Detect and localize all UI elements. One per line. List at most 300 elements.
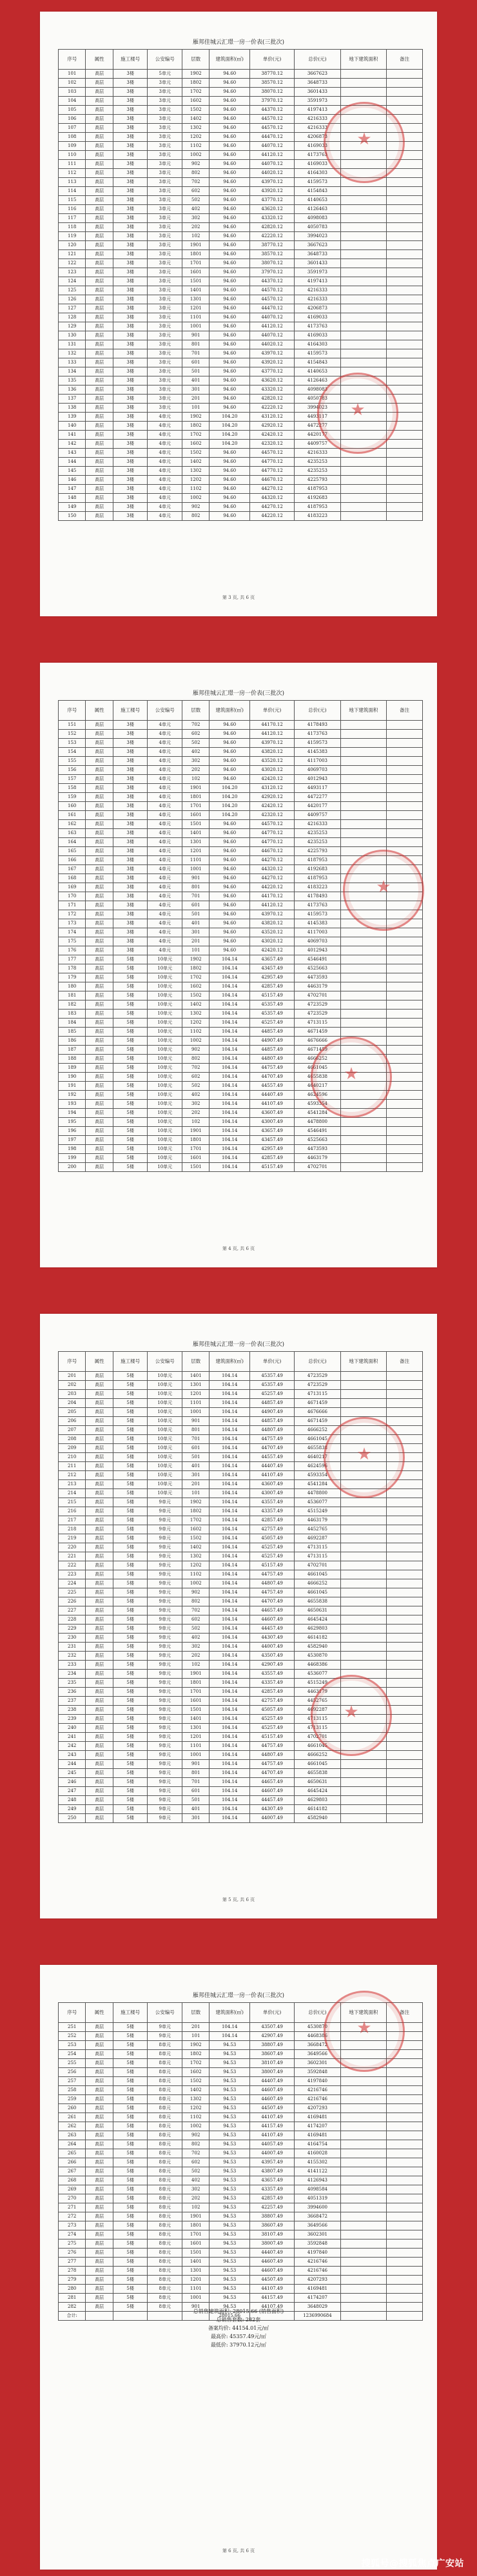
table-cell [387,1037,423,1046]
table-cell: 8单元 [148,2221,182,2230]
table-cell: 104.20 [209,811,250,820]
table-cell: 117 [59,214,86,223]
table-cell: 4702701 [295,1733,340,1742]
table-cell: 94.53 [209,2203,250,2212]
table-row [59,2086,423,2095]
table-cell [387,1408,423,1417]
table-row [59,1507,423,1516]
table-cell: 4单元 [148,793,182,802]
table-cell: 176 [59,946,86,955]
table-cell: 126 [59,295,86,304]
table-cell: 3单元 [148,232,182,241]
table-cell: 1701 [182,1145,209,1154]
table-cell: 高层 [86,1064,113,1073]
table-cell: 4183223 [295,883,340,892]
table-cell: 4173763 [295,901,340,910]
table-cell: 502 [182,739,209,748]
table-cell: 高层 [86,124,113,133]
table-cell: 高层 [86,133,113,142]
table-cell: 1102 [182,1028,209,1037]
table-cell: 5楼 [113,2294,148,2303]
table-cell: 1901 [182,1127,209,1136]
table-cell [387,367,423,376]
table-cell [387,2203,423,2212]
table-cell: 104.14 [209,1390,250,1399]
table-cell: 1202 [182,2104,209,2113]
table-cell: 402 [182,1091,209,1100]
table-cell: 4723529 [295,1381,340,1390]
table-cell: 256 [59,2068,86,2077]
table-cell: 44270.12 [249,503,294,512]
table-cell: 206 [59,1417,86,1426]
table-cell [387,2068,423,2077]
table-cell: 45257.49 [249,1552,294,1561]
table-cell: 102 [59,79,86,88]
table-cell: 10单元 [148,1471,182,1480]
table-cell: 3668472 [295,2041,340,2050]
table-cell: 94.60 [209,214,250,223]
table-cell: 230 [59,1634,86,1643]
table-cell [387,277,423,286]
table-cell [387,88,423,97]
table-cell: 3楼 [113,79,148,88]
table-cell: 3单元 [148,97,182,106]
table-cell: 5楼 [113,1408,148,1417]
table-cell: 44407.49 [249,1462,294,1471]
table-cell [387,2294,423,2303]
table-cell: 45157.49 [249,1733,294,1742]
table-cell: 10单元 [148,1127,182,1136]
table-cell: 4472277 [295,422,340,431]
table-cell [387,286,423,295]
table-cell [340,1408,386,1417]
table-cell: 3单元 [148,367,182,376]
table-cell: 4012943 [295,775,340,784]
table-cell: 高层 [86,1688,113,1697]
table-cell [340,223,386,232]
table-cell: 3楼 [113,268,148,277]
table-cell: 102 [182,232,209,241]
table-cell: 102 [182,1661,209,1670]
table-cell: 254 [59,2050,86,2059]
table-cell [387,820,423,829]
table-row [59,2203,423,2212]
table-cell: 4169033 [295,313,340,322]
table-cell: 高层 [86,467,113,476]
table-cell: 104.14 [209,1127,250,1136]
table-cell: 高层 [86,232,113,241]
table-cell: 高层 [86,847,113,856]
table-cell: 43607.49 [249,1480,294,1489]
table-cell: 204 [59,1399,86,1408]
column-header: 单价(元) [249,701,294,721]
table-row [59,1010,423,1019]
table-cell: 802 [182,2140,209,2149]
table-cell: 44307.49 [249,1805,294,1814]
table-cell [340,838,386,847]
table-cell: 3楼 [113,946,148,955]
table-cell: 104.14 [209,1109,250,1118]
table-cell: 170 [59,892,86,901]
table-row [59,2185,423,2194]
table-cell: 高层 [86,820,113,829]
table-cell [340,982,386,991]
table-cell: 42420.12 [249,802,294,811]
table-cell: 155 [59,757,86,766]
table-cell [340,991,386,1000]
table-cell: 高层 [86,2285,113,2294]
table-cell: 702 [182,721,209,730]
table-cell: 10单元 [148,1118,182,1127]
table-cell: 144 [59,458,86,467]
table-row [59,1615,423,1625]
table-cell: 3单元 [148,277,182,286]
table-row [59,304,423,313]
table-cell [340,2095,386,2104]
table-cell: 136 [59,385,86,395]
table-cell: 1501 [182,1706,209,1715]
total-cell: 28015.66 [209,2312,250,2321]
table-cell: 44857.49 [249,1417,294,1426]
table-cell: 44107.49 [249,1100,294,1109]
table-cell: 4216746 [295,2095,340,2104]
table-row [59,982,423,991]
table-cell [387,1661,423,1670]
table-cell: 245 [59,1769,86,1778]
table-cell [387,838,423,847]
table-cell: 4671459 [295,1417,340,1426]
table-cell: 5楼 [113,1525,148,1534]
table-cell [387,802,423,811]
table-cell: 4126463 [295,376,340,385]
table-cell [340,1154,386,1163]
table-cell: 4117003 [295,757,340,766]
table-cell: 101 [182,1489,209,1498]
table-row [59,1588,423,1597]
table-cell: 44770.12 [249,458,294,467]
table-cell: 4640217 [295,1082,340,1091]
table-cell: 43657.49 [249,1127,294,1136]
table-cell: 10单元 [148,1145,182,1154]
table-cell: 4713115 [295,1019,340,1028]
table-cell [387,1543,423,1552]
table-cell: 4640217 [295,1453,340,1462]
table-cell: 高层 [86,919,113,928]
table-cell: 201 [182,937,209,946]
table-cell: 43620.12 [249,376,294,385]
table-cell: 高层 [86,2068,113,2077]
table-cell: 1402 [182,1543,209,1552]
table-cell: 4012943 [295,946,340,955]
table-row [59,775,423,784]
table-cell [387,793,423,802]
table-cell: 4098083 [295,385,340,395]
table-cell: 1102 [182,1570,209,1579]
table-cell [387,458,423,467]
table-cell: 高层 [86,1082,113,1091]
table-cell: 401 [182,1462,209,1471]
table-cell: 1101 [182,856,209,865]
table-cell: 1302 [182,1010,209,1019]
table-cell: 4050783 [295,395,340,404]
table-cell: 5楼 [113,1778,148,1787]
table-cell: 高层 [86,1751,113,1760]
table-cell: 4140653 [295,196,340,205]
table-cell: 265 [59,2149,86,2158]
table-cell: 4541284 [295,1109,340,1118]
table-cell: 3单元 [148,178,182,187]
table-cell: 94.60 [209,847,250,856]
table-cell: 5楼 [113,1805,148,1814]
table-cell: 4单元 [148,919,182,928]
table-cell: 4169481 [295,2285,340,2294]
table-cell [340,2122,386,2131]
table-cell: 43657.49 [249,2176,294,2185]
table-cell [387,829,423,838]
table-cell: 高层 [86,1606,113,1615]
table-cell: 227 [59,1606,86,1615]
table-cell: 3楼 [113,97,148,106]
table-row [59,2140,423,2149]
table-cell: 5楼 [113,1534,148,1543]
table-cell: 94.60 [209,901,250,910]
table-cell [340,458,386,467]
column-header: 序号 [59,701,86,721]
table-cell: 4530870 [295,2023,340,2032]
table-cell: 高层 [86,2194,113,2203]
column-header: 单价(元) [249,50,294,70]
table-cell: 38570.12 [249,79,294,88]
table-cell: 1001 [182,865,209,874]
table-cell [387,748,423,757]
table-cell: 104.14 [209,1381,250,1390]
table-cell: 8单元 [148,2249,182,2258]
table-cell: 4671459 [295,1046,340,1055]
column-header: 备注 [387,2003,423,2023]
table-cell: 5楼 [113,2249,148,2258]
table-cell: 高层 [86,2140,113,2149]
table-cell: 157 [59,775,86,784]
table-cell: 1701 [182,259,209,268]
table-row [59,811,423,820]
table-cell [387,494,423,503]
table-cell: 4409757 [295,811,340,820]
table-cell: 104.14 [209,1471,250,1480]
table-cell: 3592848 [295,2239,340,2249]
table-cell: 4472277 [295,793,340,802]
table-cell: 9单元 [148,1525,182,1534]
table-cell: 8单元 [148,2276,182,2285]
table-row [59,476,423,485]
table-cell: 9单元 [148,2032,182,2041]
table-cell: 104.14 [209,1688,250,1697]
table-cell: 109 [59,142,86,151]
table-cell: 175 [59,937,86,946]
table-cell: 1201 [182,1733,209,1742]
table-row [59,494,423,503]
table-cell: 44507.49 [249,2276,294,2285]
table-cell [340,829,386,838]
table-cell: 高层 [86,883,113,892]
table-cell: 8单元 [148,2068,182,2077]
table-cell: 902 [182,160,209,169]
table-cell: 4593354 [295,1471,340,1480]
table-cell: 4单元 [148,440,182,449]
table-cell: 4单元 [148,802,182,811]
table-cell [387,1769,423,1778]
table-cell [387,1796,423,1805]
table-cell: 高层 [86,2041,113,2050]
table-cell: 1802 [182,964,209,973]
table-cell: 1602 [182,440,209,449]
table-cell: 3楼 [113,784,148,793]
table-cell: 高层 [86,2176,113,2185]
table-cell: 44707.49 [249,1444,294,1453]
table-cell: 5楼 [113,1498,148,1507]
table-row [59,1019,423,1028]
table-cell: 5楼 [113,1516,148,1525]
table-row [59,241,423,250]
column-header: 层数 [182,50,209,70]
table-cell [340,286,386,295]
table-cell [387,2285,423,2294]
table-cell: 4671459 [295,1028,340,1037]
table-cell: 127 [59,304,86,313]
table-cell: 104.14 [209,1417,250,1426]
table-row [59,1534,423,1543]
table-cell [340,503,386,512]
table-cell: 272 [59,2212,86,2221]
table-cell: 3楼 [113,358,148,367]
table-cell: 9单元 [148,1561,182,1570]
table-cell: 44370.12 [249,277,294,286]
table-cell: 高层 [86,1091,113,1100]
table-cell [340,2077,386,2086]
table-cell: 4098083 [295,214,340,223]
table-cell: 44020.12 [249,169,294,178]
table-cell [340,757,386,766]
table-row [59,322,423,331]
table-cell: 3楼 [113,494,148,503]
table-cell: 3楼 [113,512,148,521]
table-row [59,1145,423,1154]
table-cell: 43820.12 [249,748,294,757]
table-cell: 104.20 [209,793,250,802]
table-cell: 94.60 [209,124,250,133]
table-cell: 44470.12 [249,304,294,313]
table-cell: 402 [182,2176,209,2185]
table-cell: 8单元 [148,2285,182,2294]
table-cell [387,1525,423,1534]
table-cell: 94.60 [209,766,250,775]
table-cell: 104.14 [209,1661,250,1670]
table-cell: 132 [59,349,86,358]
table-cell: 94.53 [209,2140,250,2149]
table-row [59,964,423,973]
table-row [59,946,423,955]
table-cell: 3单元 [148,358,182,367]
table-cell: 187 [59,1046,86,1055]
table-cell [340,268,386,277]
table-row [59,313,423,322]
table-row [59,1805,423,1814]
table-cell: 43507.49 [249,1652,294,1661]
table-cell: 高层 [86,2059,113,2068]
table-cell: 5楼 [113,1399,148,1408]
table-cell: 4单元 [148,422,182,431]
table-cell [387,1805,423,1814]
table-cell: 43507.49 [249,2023,294,2032]
table-cell: 5楼 [113,2230,148,2239]
table-cell: 44807.49 [249,1751,294,1760]
table-cell: 高层 [86,766,113,775]
table-cell: 5楼 [113,1634,148,1643]
table-cell: 202 [182,1109,209,1118]
table-cell: 116 [59,205,86,214]
table-cell: 4666252 [295,1426,340,1435]
table-row [59,1570,423,1579]
table-cell: 4702701 [295,991,340,1000]
table-cell: 3楼 [113,241,148,250]
table-cell [387,1100,423,1109]
table-cell [387,1082,423,1091]
table-row [59,223,423,232]
table-cell: 1901 [182,784,209,793]
table-cell: 901 [182,2303,209,2312]
table-row [59,1154,423,1163]
table-cell: 4单元 [148,892,182,901]
table-cell: 3单元 [148,223,182,232]
table-cell: 94.60 [209,79,250,88]
table-cell: 233 [59,1661,86,1670]
table-cell: 9单元 [148,1579,182,1588]
table-cell: 44857.49 [249,1046,294,1055]
table-row [59,1760,423,1769]
column-header: 单价(元) [249,1352,294,1372]
table-row [59,991,423,1000]
table-cell: 10单元 [148,1444,182,1453]
table-cell: 44157.49 [249,2294,294,2303]
table-cell: 高层 [86,142,113,151]
table-cell: 5楼 [113,1000,148,1010]
table-cell: 1001 [182,2294,209,2303]
table-cell: 3994023 [295,232,340,241]
table-cell: 104.14 [209,1634,250,1643]
table-cell: 902 [182,1588,209,1597]
table-row [59,766,423,775]
table-cell: 3楼 [113,802,148,811]
table-cell [340,775,386,784]
table-cell: 902 [182,1046,209,1055]
table-cell: 4582940 [295,1643,340,1652]
table-cell: 602 [182,1615,209,1625]
table-cell [340,241,386,250]
table-cell: 44757.49 [249,1570,294,1579]
table-cell: 1802 [182,2050,209,2059]
table-cell [387,1561,423,1570]
table-cell: 3单元 [148,151,182,160]
table-cell: 5楼 [113,1697,148,1706]
table-cell: 3单元 [148,142,182,151]
table-cell [340,946,386,955]
table-cell [387,1588,423,1597]
table-row [59,973,423,982]
table-cell: 3648029 [295,2303,340,2312]
table-cell: 4713115 [295,1724,340,1733]
table-cell: 9单元 [148,1570,182,1579]
table-cell: 44270.12 [249,485,294,494]
table-cell: 94.53 [209,2294,250,2303]
